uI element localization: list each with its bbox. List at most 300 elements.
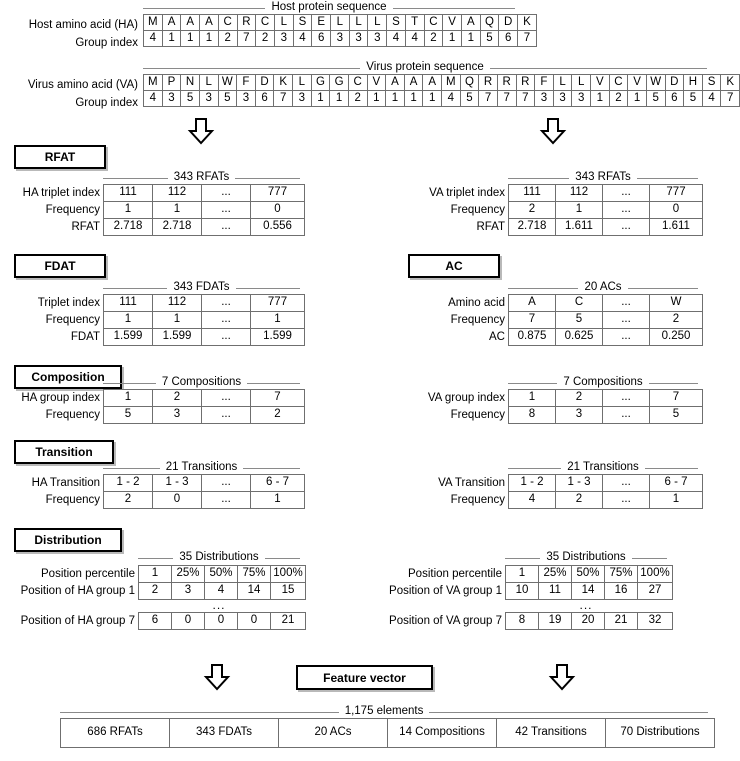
virus-sequence-table [143, 74, 740, 107]
sequence-cell: 1 [461, 31, 480, 47]
va-rfat-table [508, 184, 703, 236]
table-cell: ... [202, 407, 251, 424]
table-row [104, 475, 305, 492]
sequence-cell: 6 [312, 31, 331, 47]
table-cell: 1 [153, 312, 202, 329]
caption-rule-right [247, 383, 300, 384]
table-cell: 1 [104, 390, 153, 407]
table-cell: 1 [251, 492, 305, 509]
section-label-rfat: RFAT [14, 145, 106, 169]
sequence-cell: R [497, 75, 516, 91]
sequence-cell: L [331, 15, 350, 31]
sequence-cell: 4 [144, 91, 163, 107]
table-cell: 1.611 [650, 219, 703, 236]
sequence-cell: 4 [442, 91, 461, 107]
sequence-cell: 5 [218, 91, 237, 107]
va-transition-label-0: VA Transition [438, 477, 505, 489]
ac-caption-text: 20 ACs [584, 281, 622, 294]
sequence-cell: 1 [200, 31, 219, 47]
sequence-cell: D [499, 15, 518, 31]
table-cell: 15 [271, 583, 306, 600]
table-row [506, 566, 673, 583]
table-cell: 5 [650, 407, 703, 424]
caption-rule-right [645, 468, 698, 469]
sequence-cell: 5 [646, 91, 665, 107]
sequence-cell: 6 [499, 31, 518, 47]
table-cell: 1 [153, 202, 202, 219]
table-cell: 20 [572, 613, 605, 630]
caption-rule-left [60, 712, 339, 713]
va-distribution-ellipsis: ... [579, 598, 593, 612]
table-cell: W [650, 295, 703, 312]
table-cell: 0.250 [650, 329, 703, 346]
sequence-cell: M [442, 75, 461, 91]
sequence-cell: A [461, 15, 480, 31]
va-composition-caption-text: 7 Compositions [563, 376, 643, 389]
caption-rule-right [632, 558, 667, 559]
table-cell: 686 RFATs [61, 719, 170, 748]
va-rfat-label-0: VA triplet index [429, 187, 505, 199]
section-label-feature-vector: Feature vector [296, 665, 433, 690]
table-cell: 4 [205, 583, 238, 600]
table-cell: 0.625 [556, 329, 603, 346]
sequence-cell: 7 [721, 91, 740, 107]
sequence-cell: 2 [218, 31, 237, 47]
table-cell: ... [202, 185, 251, 202]
table-cell: 50% [205, 566, 238, 583]
table-cell: 1 [104, 202, 153, 219]
caption-rule-left [508, 178, 569, 179]
table-cell: 2 [251, 407, 305, 424]
table-cell: ... [603, 295, 650, 312]
table-row [506, 613, 673, 630]
table-row [509, 492, 703, 509]
sequence-cell: 1 [181, 31, 200, 47]
va-distribution-caption-text: 35 Distributions [546, 551, 626, 564]
table-cell: 19 [539, 613, 572, 630]
caption-rule-left [508, 288, 578, 289]
va-transition-label-1: Frequency [450, 494, 505, 506]
table-cell: 6 [139, 613, 172, 630]
sequence-cell: 1 [330, 91, 349, 107]
table-row [104, 329, 305, 346]
sequence-cell: 5 [684, 91, 703, 107]
table-cell: 1 - 2 [509, 475, 556, 492]
table-cell: ... [603, 202, 650, 219]
fdat-label-1: Frequency [45, 314, 100, 326]
va-rfat-label-2: RFAT [476, 221, 505, 233]
sequence-cell: 4 [702, 91, 721, 107]
table-cell: ... [202, 295, 251, 312]
table-row [509, 219, 703, 236]
section-label-transition: Transition [14, 440, 114, 464]
table-cell: 1 [104, 312, 153, 329]
sequence-cell: D [255, 75, 274, 91]
ha-distribution-table-top [138, 565, 306, 600]
ha-rfat-label-0: HA triplet index [22, 187, 100, 199]
table-row [144, 15, 537, 31]
sequence-cell: V [628, 75, 647, 91]
sequence-cell: V [367, 75, 386, 91]
table-row [139, 566, 306, 583]
sequence-cell: 4 [144, 31, 163, 47]
sequence-cell: P [162, 75, 181, 91]
table-cell: 100% [271, 566, 306, 583]
table-cell: 11 [539, 583, 572, 600]
va-distribution-caption [505, 552, 667, 564]
table-cell: ... [603, 475, 650, 492]
sequence-cell: R [237, 15, 256, 31]
table-cell: 6 - 7 [251, 475, 305, 492]
ha-composition-table [103, 389, 305, 424]
sequence-cell: Q [460, 75, 479, 91]
sequence-cell: 3 [162, 91, 181, 107]
table-row [509, 185, 703, 202]
sequence-cell: 1 [404, 91, 423, 107]
table-cell: 1.599 [153, 329, 202, 346]
ha-composition-caption [103, 377, 300, 389]
table-row [509, 407, 703, 424]
sequence-cell: W [218, 75, 237, 91]
table-row [104, 407, 305, 424]
sequence-cell: K [274, 75, 293, 91]
table-cell: ... [603, 312, 650, 329]
table-cell: 1 - 2 [104, 475, 153, 492]
table-cell: 1 [509, 390, 556, 407]
ha-rfat-label-2: RFAT [71, 221, 100, 233]
caption-rule-left [103, 178, 168, 179]
fdat-table [103, 294, 305, 346]
table-cell: ... [202, 219, 251, 236]
table-cell: 7 [251, 390, 305, 407]
sequence-cell: 2 [256, 31, 275, 47]
table-row [144, 91, 740, 107]
table-cell: ... [202, 492, 251, 509]
table-cell: 14 [572, 583, 605, 600]
table-cell: 25% [172, 566, 205, 583]
ha-composition-label-1: Frequency [45, 409, 100, 421]
sequence-cell: 3 [572, 91, 591, 107]
caption-rule-right [490, 68, 707, 69]
sequence-cell: M [144, 75, 163, 91]
sequence-cell: L [349, 15, 368, 31]
table-row [139, 613, 306, 630]
ha-transition-caption [103, 462, 300, 474]
sequence-cell: 7 [479, 91, 498, 107]
caption-rule-right [243, 468, 300, 469]
sequence-cell: 4 [387, 31, 406, 47]
sequence-cell: Q [480, 15, 499, 31]
sequence-cell: 1 [367, 91, 386, 107]
table-cell: 0 [251, 202, 305, 219]
table-cell: 2 [104, 492, 153, 509]
table-cell: 112 [556, 185, 603, 202]
ha-distribution-ellipsis: ... [212, 598, 226, 612]
table-cell: A [509, 295, 556, 312]
caption-rule-right [235, 178, 300, 179]
feature-vector-caption [60, 706, 708, 718]
sequence-cell: 3 [199, 91, 218, 107]
table-cell: 5 [104, 407, 153, 424]
virus-group-index-row-label: Group index [75, 97, 138, 109]
va-rfat-caption-text: 343 RFATs [575, 171, 631, 184]
table-cell: 21 [605, 613, 638, 630]
sequence-cell: L [572, 75, 591, 91]
table-cell: 50% [572, 566, 605, 583]
ha-distribution-label-0: Position percentile [41, 568, 135, 580]
table-row [144, 31, 537, 47]
sequence-cell: G [330, 75, 349, 91]
table-cell: 7 [509, 312, 556, 329]
sequence-cell: L [553, 75, 572, 91]
table-cell: 0 [153, 492, 202, 509]
sequence-cell: H [684, 75, 703, 91]
sequence-cell: N [181, 75, 200, 91]
table-cell: 21 [271, 613, 306, 630]
sequence-cell: 1 [591, 91, 610, 107]
table-row [104, 185, 305, 202]
section-label-composition: Composition [14, 365, 122, 389]
caption-rule-left [103, 383, 156, 384]
sequence-cell: K [721, 75, 740, 91]
down-arrow-icon [188, 118, 214, 144]
sequence-cell: M [144, 15, 163, 31]
sequence-cell: 1 [443, 31, 462, 47]
table-cell: C [556, 295, 603, 312]
table-cell: 4 [509, 492, 556, 509]
table-cell: 0 [238, 613, 271, 630]
table-row [104, 390, 305, 407]
table-cell: 3 [556, 407, 603, 424]
caption-rule-right [393, 8, 515, 9]
sequence-cell: L [368, 15, 387, 31]
table-cell: 2 [509, 202, 556, 219]
table-cell: 1 [251, 312, 305, 329]
sequence-cell: 1 [162, 31, 181, 47]
table-row [509, 390, 703, 407]
sequence-cell: R [479, 75, 498, 91]
table-cell: 1.611 [556, 219, 603, 236]
sequence-cell: 3 [274, 31, 293, 47]
ha-rfat-label-1: Frequency [45, 204, 100, 216]
table-cell: 5 [556, 312, 603, 329]
table-row [509, 475, 703, 492]
table-row [506, 583, 673, 600]
sequence-cell: W [646, 75, 665, 91]
table-row [509, 295, 703, 312]
sequence-cell: F [535, 75, 554, 91]
va-distribution-label-1: Position of VA group 1 [389, 585, 502, 597]
ha-distribution-caption-text: 35 Distributions [179, 551, 259, 564]
section-label-distribution: Distribution [14, 528, 122, 552]
table-cell: 0 [650, 202, 703, 219]
ha-distribution-table-bottom [138, 612, 306, 630]
table-cell: 777 [251, 185, 305, 202]
sequence-cell: C [218, 15, 237, 31]
table-cell: 1 - 3 [153, 475, 202, 492]
sequence-cell: 6 [255, 91, 274, 107]
table-cell: ... [603, 185, 650, 202]
table-cell: 1 [650, 492, 703, 509]
caption-rule-right [236, 288, 300, 289]
table-cell: 111 [104, 185, 153, 202]
caption-rule-left [508, 468, 561, 469]
virus-amino-acid-row-label: Virus amino acid (VA) [27, 79, 138, 91]
table-cell: 16 [605, 583, 638, 600]
va-distribution-label-0: Position percentile [408, 568, 502, 580]
table-cell: 10 [506, 583, 539, 600]
ac-label-1: Frequency [450, 314, 505, 326]
table-cell: 1 [139, 566, 172, 583]
sequence-cell: 7 [237, 31, 256, 47]
sequence-cell: 5 [181, 91, 200, 107]
virus-sequence-caption [143, 62, 707, 74]
host-sequence-caption [143, 2, 515, 14]
caption-rule-left [505, 558, 540, 559]
table-cell: 2 [153, 390, 202, 407]
table-row [144, 75, 740, 91]
table-row [61, 719, 715, 748]
sequence-cell: 4 [405, 31, 424, 47]
caption-rule-left [103, 468, 160, 469]
sequence-cell: 3 [293, 91, 312, 107]
table-cell: 343 FDATs [170, 719, 279, 748]
table-row [139, 583, 306, 600]
ha-transition-caption-text: 21 Transitions [165, 461, 238, 474]
table-cell: 111 [509, 185, 556, 202]
sequence-cell: 4 [293, 31, 312, 47]
sequence-cell: F [237, 75, 256, 91]
table-row [104, 202, 305, 219]
sequence-cell: 7 [518, 31, 537, 47]
table-cell: 2.718 [153, 219, 202, 236]
caption-rule-left [138, 558, 173, 559]
va-rfat-caption [508, 172, 698, 184]
va-distribution-table-bottom [505, 612, 673, 630]
sequence-cell: 1 [628, 91, 647, 107]
sequence-cell: R [516, 75, 535, 91]
sequence-cell: C [256, 15, 275, 31]
ha-composition-caption-text: 7 Compositions [161, 376, 242, 389]
caption-rule-left [143, 8, 265, 9]
table-cell: 2 [556, 390, 603, 407]
down-arrow-icon [549, 664, 575, 690]
table-cell: 0 [205, 613, 238, 630]
sequence-cell: 2 [348, 91, 367, 107]
table-cell: 1.599 [251, 329, 305, 346]
ha-distribution-label-1: Position of HA group 1 [20, 585, 135, 597]
sequence-cell: C [609, 75, 628, 91]
host-group-index-row-label: Group index [75, 37, 138, 49]
table-cell: 2.718 [509, 219, 556, 236]
sequence-cell: C [424, 15, 443, 31]
va-composition-label-0: VA group index [427, 392, 505, 404]
sequence-cell: 3 [349, 31, 368, 47]
table-row [104, 219, 305, 236]
ha-transition-table [103, 474, 305, 509]
sequence-cell: A [181, 15, 200, 31]
table-cell: ... [202, 312, 251, 329]
table-cell: 777 [650, 185, 703, 202]
table-cell: 75% [605, 566, 638, 583]
va-transition-table [508, 474, 703, 509]
table-cell: 7 [650, 390, 703, 407]
va-composition-table [508, 389, 703, 424]
fdat-caption [103, 282, 300, 294]
table-row [104, 295, 305, 312]
table-row [104, 492, 305, 509]
table-cell: 112 [153, 295, 202, 312]
sequence-cell: 2 [609, 91, 628, 107]
sequence-cell: 2 [424, 31, 443, 47]
table-cell: ... [603, 492, 650, 509]
sequence-cell: A [200, 15, 219, 31]
sequence-cell: L [274, 15, 293, 31]
sequence-cell: S [293, 15, 312, 31]
sequence-cell: L [293, 75, 312, 91]
ha-rfat-caption [103, 172, 300, 184]
table-cell: 3 [172, 583, 205, 600]
table-cell: 25% [539, 566, 572, 583]
table-cell: ... [603, 219, 650, 236]
table-cell: ... [202, 202, 251, 219]
down-arrow-icon [540, 118, 566, 144]
ac-caption [508, 282, 698, 294]
caption-rule-right [628, 288, 698, 289]
caption-rule-right [649, 383, 698, 384]
table-cell: 14 [238, 583, 271, 600]
table-cell: 20 ACs [279, 719, 388, 748]
table-cell: ... [603, 390, 650, 407]
sequence-cell: V [591, 75, 610, 91]
va-transition-caption-text: 21 Transitions [567, 461, 639, 474]
table-row [509, 329, 703, 346]
feature-vector-caption-text: 1,175 elements [344, 705, 424, 718]
host-sequence-caption-text: Host protein sequence [271, 1, 387, 14]
table-cell: 0.875 [509, 329, 556, 346]
ha-transition-label-1: Frequency [45, 494, 100, 506]
sequence-cell: V [443, 15, 462, 31]
table-cell: ... [202, 475, 251, 492]
ha-distribution-label-2: Position of HA group 7 [20, 615, 135, 627]
caption-rule-left [143, 68, 360, 69]
sequence-cell: 1 [423, 91, 442, 107]
va-rfat-label-1: Frequency [450, 204, 505, 216]
table-cell: 3 [153, 407, 202, 424]
caption-rule-left [103, 288, 167, 289]
caption-rule-right [637, 178, 698, 179]
table-cell: 8 [506, 613, 539, 630]
sequence-cell: C [348, 75, 367, 91]
ac-label-2: AC [489, 331, 505, 343]
va-composition-caption [508, 377, 698, 389]
ac-label-0: Amino acid [448, 297, 505, 309]
host-sequence-table [143, 14, 537, 47]
table-row [509, 202, 703, 219]
sequence-cell: G [311, 75, 330, 91]
sequence-cell: A [162, 15, 181, 31]
sequence-cell: K [518, 15, 537, 31]
table-cell: 100% [638, 566, 673, 583]
va-composition-label-1: Frequency [450, 409, 505, 421]
table-cell: 14 Compositions [388, 719, 497, 748]
sequence-cell: D [665, 75, 684, 91]
sequence-cell: 3 [535, 91, 554, 107]
sequence-cell: 5 [480, 31, 499, 47]
sequence-cell: T [405, 15, 424, 31]
caption-rule-right [265, 558, 300, 559]
section-label-ac: AC [408, 254, 500, 278]
